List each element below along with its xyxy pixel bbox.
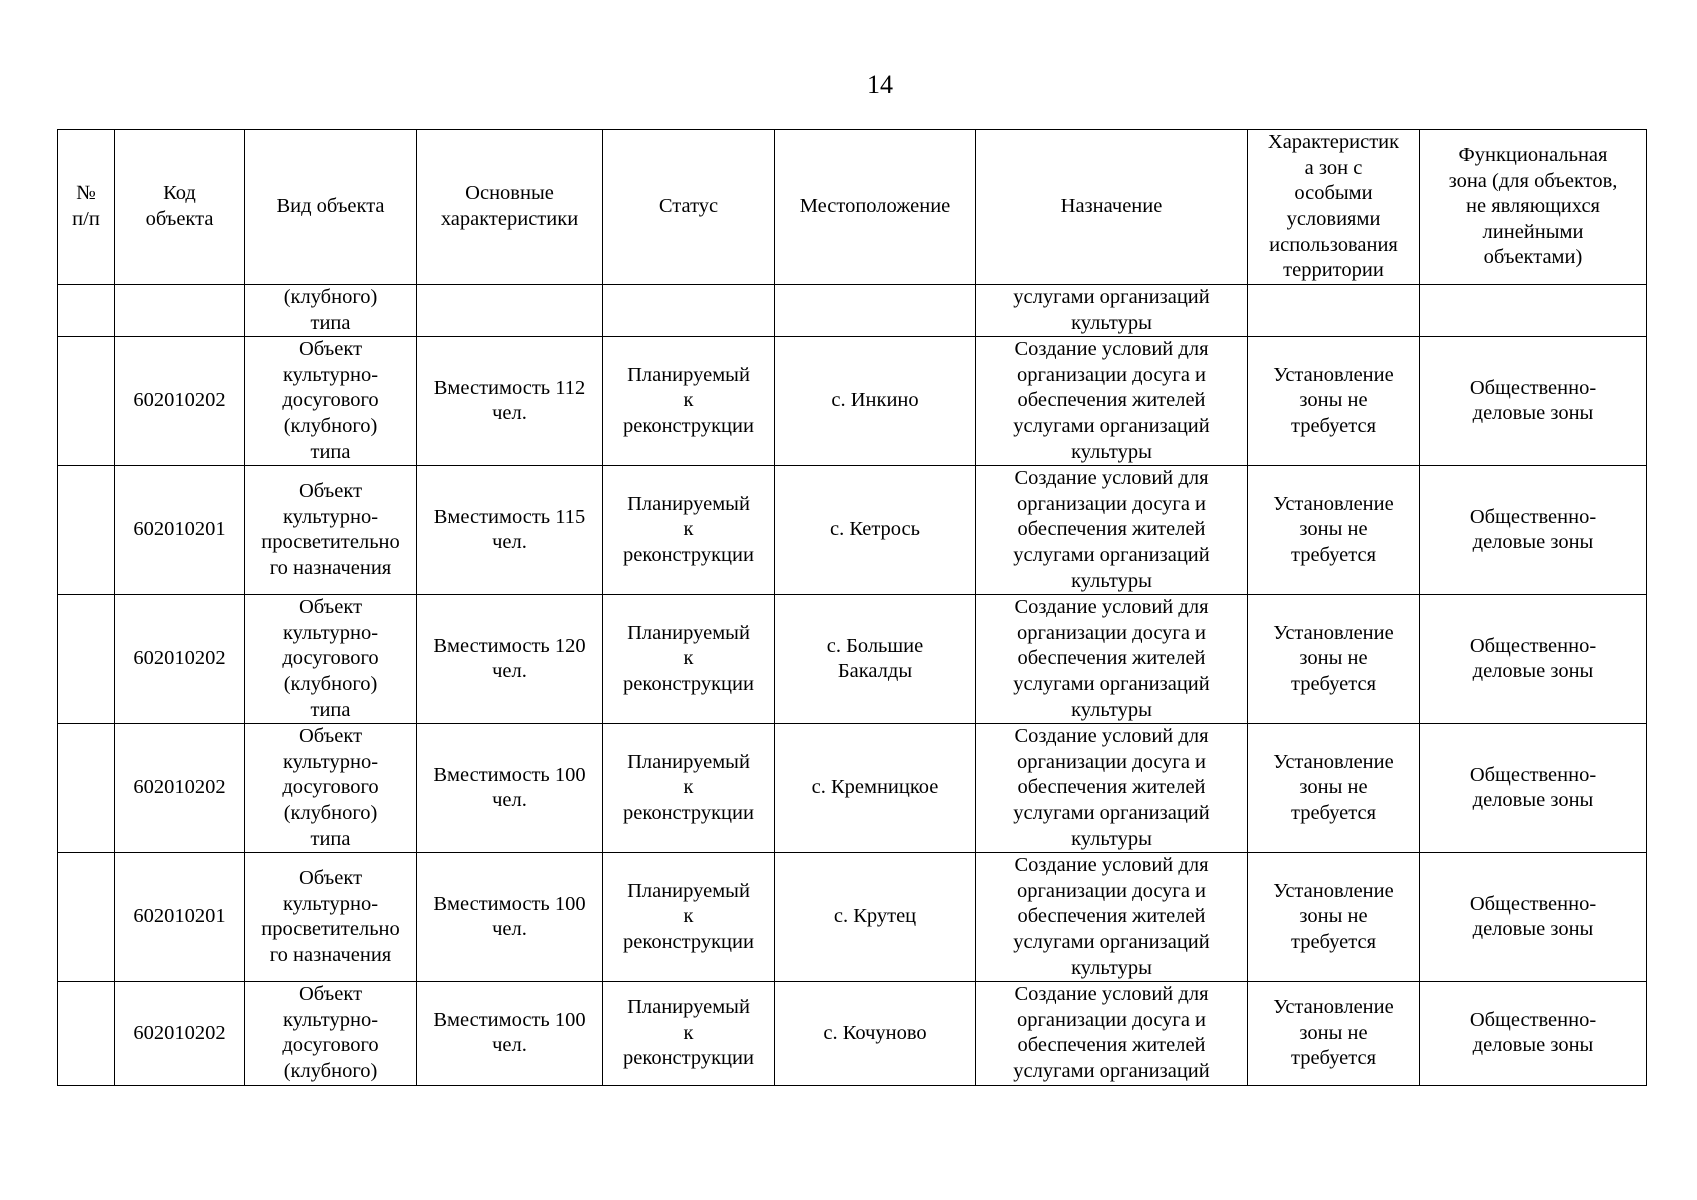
cell-line: с. Крутец <box>833 905 917 928</box>
header-zone-characteristics <box>1248 130 1420 285</box>
cell-line: 602010202 <box>133 389 226 412</box>
table-row <box>58 337 1647 466</box>
cell-line: Создание условий для <box>1014 338 1209 361</box>
cell-line: Общественно- <box>1469 634 1597 657</box>
cell-functional-zone <box>1420 337 1647 466</box>
cell-line: Объект <box>298 596 363 619</box>
cell-line: Назначение <box>1060 195 1163 218</box>
cell-line: зоны не <box>1299 905 1368 928</box>
cell-line: Объект <box>298 725 363 748</box>
cell-line: Общественно- <box>1469 376 1597 399</box>
cell-line: требуется <box>1290 414 1377 437</box>
cell-zone-characteristics <box>1248 724 1420 853</box>
cell-line: услугами организаций <box>1013 801 1210 824</box>
cell-type <box>245 337 417 466</box>
cell-line: требуется <box>1290 543 1377 566</box>
cell-line: Вид объекта <box>276 195 385 218</box>
cell-code <box>115 285 245 337</box>
cell-line: объекта <box>145 208 214 230</box>
cell-num <box>58 595 115 724</box>
cell-status <box>603 982 775 1085</box>
table-row <box>58 466 1647 595</box>
cell-line: требуется <box>1290 801 1377 824</box>
cell-line: не являющихся <box>1466 195 1600 218</box>
cell-location <box>775 285 976 337</box>
cell-characteristics <box>417 285 603 337</box>
cell-line: услугами организаций <box>1013 543 1210 566</box>
cell-line: Общественно- <box>1469 763 1597 786</box>
cell-line: досугового <box>282 776 379 799</box>
cell-line: 602010202 <box>133 647 226 670</box>
cell-status <box>603 724 775 853</box>
cell-line: деловые зоны <box>1472 789 1594 812</box>
header-purpose <box>976 130 1248 285</box>
cell-num <box>58 337 115 466</box>
cell-line: Планируемый <box>627 879 750 902</box>
cell-line: реконструкции <box>623 1047 754 1070</box>
cell-zone-characteristics <box>1248 595 1420 724</box>
cell-line: Планируемый <box>627 750 750 773</box>
cell-status <box>603 466 775 595</box>
cell-line: Создание условий для <box>1014 467 1209 490</box>
cell-line: Планируемый <box>627 492 750 515</box>
header-functional-zone <box>1420 130 1647 285</box>
cell-line: обеспечения жителей <box>1017 389 1206 412</box>
cell-line: к <box>683 776 694 799</box>
cell-line: услугами организаций <box>1013 286 1210 308</box>
cell-line: Объект <box>298 983 363 1006</box>
cell-line: Вместимость 100 <box>433 1008 586 1031</box>
cell-line: Создание условий для <box>1014 725 1209 748</box>
cell-line: с. Большие <box>826 634 924 657</box>
cell-num <box>58 982 115 1085</box>
cell-characteristics <box>417 595 603 724</box>
cell-code <box>115 466 245 595</box>
cell-line: чел. <box>492 402 527 425</box>
cell-line: Установление <box>1273 492 1394 515</box>
cell-line: просветительно <box>261 531 400 554</box>
cell-line: к <box>683 905 694 928</box>
cell-line: 602010201 <box>133 518 226 541</box>
table-row-continuation <box>58 285 1647 337</box>
cell-line: к <box>683 1021 694 1044</box>
cell-line: к <box>683 647 694 670</box>
cell-line: использования <box>1269 233 1398 256</box>
cell-line: культуры <box>1071 440 1152 463</box>
cell-line: культурно- <box>282 750 379 773</box>
cell-characteristics <box>417 853 603 982</box>
objects-table <box>57 129 1647 1086</box>
cell-type <box>245 595 417 724</box>
header-code <box>115 130 245 285</box>
cell-line: чел. <box>492 531 527 554</box>
cell-line: Установление <box>1273 879 1394 902</box>
cell-line: а зон с <box>1304 156 1363 179</box>
cell-line: Планируемый <box>627 995 750 1018</box>
cell-line: Вместимость 112 <box>433 376 586 399</box>
cell-line: зона (для объектов, <box>1448 169 1618 192</box>
cell-line: го назначения <box>269 556 392 579</box>
cell-line: условиями <box>1286 208 1381 230</box>
cell-line: Установление <box>1273 621 1394 644</box>
cell-code <box>115 337 245 466</box>
cell-line: деловые зоны <box>1472 660 1594 683</box>
cell-zone-characteristics <box>1248 982 1420 1085</box>
cell-line: Планируемый <box>627 621 750 644</box>
cell-line: культурно- <box>282 505 379 528</box>
cell-type <box>245 853 417 982</box>
cell-line: реконструкции <box>623 801 754 824</box>
cell-line: организации досуга и <box>1016 363 1207 386</box>
header-status <box>603 130 775 285</box>
cell-line: деловые зоны <box>1472 918 1594 941</box>
cell-purpose <box>976 466 1248 595</box>
cell-line: требуется <box>1290 930 1377 953</box>
cell-zone-characteristics <box>1248 337 1420 466</box>
cell-purpose <box>976 285 1248 337</box>
cell-line: организации досуга и <box>1016 879 1207 902</box>
cell-line: № <box>76 182 96 205</box>
cell-line: деловые зоны <box>1472 1034 1594 1057</box>
table-header-row <box>58 130 1647 285</box>
cell-status <box>603 285 775 337</box>
header-location <box>775 130 976 285</box>
cell-line: Объект <box>298 338 363 361</box>
cell-line: Вместимость 115 <box>433 505 586 528</box>
cell-line: деловые зоны <box>1472 531 1594 554</box>
cell-location <box>775 724 976 853</box>
cell-line: культуры <box>1071 569 1152 592</box>
table-row <box>58 724 1647 853</box>
cell-location <box>775 982 976 1085</box>
cell-line: Установление <box>1273 363 1394 386</box>
cell-line: Объект <box>298 867 363 889</box>
cell-line: Вместимость 100 <box>433 892 586 915</box>
cell-line: обеспечения жителей <box>1017 1034 1206 1057</box>
cell-line: чел. <box>492 918 527 941</box>
cell-functional-zone <box>1420 982 1647 1085</box>
cell-line: линейными <box>1482 220 1584 243</box>
cell-line: к <box>683 389 694 412</box>
cell-functional-zone <box>1420 853 1647 982</box>
cell-line: с. Инкино <box>831 389 919 412</box>
cell-num <box>58 285 115 337</box>
cell-line: культурно- <box>282 621 379 644</box>
cell-line: Создание условий для <box>1014 983 1209 1006</box>
cell-line: Код <box>163 182 196 205</box>
cell-line: Общественно- <box>1469 1008 1597 1031</box>
cell-line: чел. <box>492 660 527 683</box>
cell-line: обеспечения жителей <box>1017 647 1206 670</box>
cell-line: зоны не <box>1299 1021 1368 1044</box>
cell-line: зоны не <box>1299 776 1368 799</box>
cell-line: Объект <box>298 480 363 502</box>
cell-status <box>603 595 775 724</box>
cell-line: типа <box>310 311 351 334</box>
cell-line: к <box>683 518 694 541</box>
cell-line: требуется <box>1290 1047 1377 1070</box>
cell-line: с. Кочуново <box>823 1021 927 1044</box>
cell-line: Планируемый <box>627 363 750 386</box>
cell-num <box>58 724 115 853</box>
cell-line: культурно- <box>282 1008 379 1031</box>
cell-line: зоны не <box>1299 518 1368 541</box>
cell-line: Установление <box>1273 995 1394 1018</box>
cell-type <box>245 466 417 595</box>
cell-characteristics <box>417 724 603 853</box>
cell-line: с. Кремницкое <box>811 776 939 799</box>
cell-type <box>245 285 417 337</box>
cell-type <box>245 724 417 853</box>
cell-code <box>115 982 245 1085</box>
cell-line: (клубного) <box>283 1059 378 1082</box>
cell-functional-zone <box>1420 595 1647 724</box>
cell-line: организации досуга и <box>1016 492 1207 515</box>
cell-line: чел. <box>492 789 527 812</box>
cell-line: (клубного) <box>283 414 378 437</box>
cell-location <box>775 337 976 466</box>
cell-code <box>115 595 245 724</box>
cell-purpose <box>976 853 1248 982</box>
cell-line: культуры <box>1071 698 1152 721</box>
cell-line: Общественно- <box>1469 505 1597 528</box>
header-num <box>58 130 115 285</box>
cell-line: Основные <box>465 182 554 205</box>
cell-line: услугами организаций <box>1013 672 1210 695</box>
cell-zone-characteristics <box>1248 466 1420 595</box>
cell-line: зоны не <box>1299 389 1368 412</box>
cell-line: го назначения <box>269 943 392 966</box>
cell-line: типа <box>310 827 351 850</box>
table-row <box>58 853 1647 982</box>
cell-line: обеспечения жителей <box>1017 776 1206 799</box>
cell-line: (клубного) <box>283 801 378 824</box>
cell-characteristics <box>417 982 603 1085</box>
cell-line: 602010202 <box>133 1021 226 1044</box>
cell-line: организации досуга и <box>1016 621 1207 644</box>
cell-line: Статус <box>658 195 719 218</box>
cell-characteristics <box>417 337 603 466</box>
cell-line: культуры <box>1071 956 1152 979</box>
cell-line: 602010202 <box>133 776 226 799</box>
cell-code <box>115 724 245 853</box>
cell-line: культурно- <box>282 363 379 386</box>
header-type <box>245 130 417 285</box>
table-row <box>58 982 1647 1085</box>
cell-line: обеспечения жителей <box>1017 905 1206 928</box>
cell-functional-zone <box>1420 466 1647 595</box>
table-body <box>58 285 1647 1086</box>
cell-line: зоны не <box>1299 647 1368 670</box>
cell-line: культуры <box>1071 827 1152 850</box>
cell-line: досугового <box>282 1034 379 1057</box>
cell-line: Общественно- <box>1469 892 1597 915</box>
cell-line: услугами организаций <box>1013 930 1210 953</box>
page-number: 14 <box>867 70 893 99</box>
cell-line: Функциональная <box>1458 144 1608 167</box>
cell-line: реконструкции <box>623 672 754 695</box>
cell-line: Установление <box>1273 750 1394 773</box>
cell-line: типа <box>310 698 351 721</box>
cell-line: Местоположение <box>799 195 951 218</box>
header-characteristics <box>417 130 603 285</box>
cell-line: досугового <box>282 389 379 412</box>
cell-line: Вместимость 100 <box>433 763 586 786</box>
cell-line: территории <box>1283 259 1384 282</box>
cell-purpose <box>976 595 1248 724</box>
cell-line: типа <box>310 440 351 463</box>
cell-zone-characteristics <box>1248 285 1420 337</box>
cell-location <box>775 595 976 724</box>
cell-line: реконструкции <box>623 543 754 566</box>
cell-line: особыми <box>1294 182 1373 205</box>
cell-line: организации досуга и <box>1016 1008 1207 1031</box>
cell-line: объектами) <box>1483 246 1583 269</box>
cell-purpose <box>976 724 1248 853</box>
cell-characteristics <box>417 466 603 595</box>
cell-num <box>58 466 115 595</box>
cell-functional-zone <box>1420 724 1647 853</box>
cell-num <box>58 853 115 982</box>
cell-line: Создание условий для <box>1014 596 1209 619</box>
cell-line: требуется <box>1290 672 1377 695</box>
cell-line: (клубного) <box>283 286 378 308</box>
cell-functional-zone <box>1420 285 1647 337</box>
cell-line: Характеристик <box>1267 131 1400 154</box>
cell-line: Вместимость 120 <box>433 634 586 657</box>
cell-line: культуры <box>1071 311 1152 334</box>
cell-line: характеристики <box>440 208 579 230</box>
cell-type <box>245 982 417 1085</box>
cell-line: Создание условий для <box>1014 854 1209 877</box>
cell-line: чел. <box>492 1034 527 1057</box>
cell-line: 602010201 <box>133 905 226 928</box>
cell-line: услугами организаций <box>1013 1059 1210 1082</box>
cell-line: культурно- <box>282 892 379 915</box>
cell-location <box>775 466 976 595</box>
cell-line: просветительно <box>261 918 400 941</box>
cell-line: досугового <box>282 647 379 670</box>
cell-zone-characteristics <box>1248 853 1420 982</box>
cell-line: деловые зоны <box>1472 402 1594 425</box>
cell-purpose <box>976 982 1248 1085</box>
cell-status <box>603 337 775 466</box>
cell-location <box>775 853 976 982</box>
cell-code <box>115 853 245 982</box>
cell-line: (клубного) <box>283 672 378 695</box>
cell-status <box>603 853 775 982</box>
cell-line: организации досуга и <box>1016 750 1207 773</box>
cell-purpose <box>976 337 1248 466</box>
cell-line: Бакалды <box>837 660 913 683</box>
cell-line: п/п <box>72 208 100 230</box>
cell-line: с. Кетрось <box>829 518 920 541</box>
cell-line: услугами организаций <box>1013 414 1210 437</box>
table-row <box>58 595 1647 724</box>
cell-line: обеспечения жителей <box>1017 518 1206 541</box>
cell-line: реконструкции <box>623 930 754 953</box>
cell-line: реконструкции <box>623 414 754 437</box>
